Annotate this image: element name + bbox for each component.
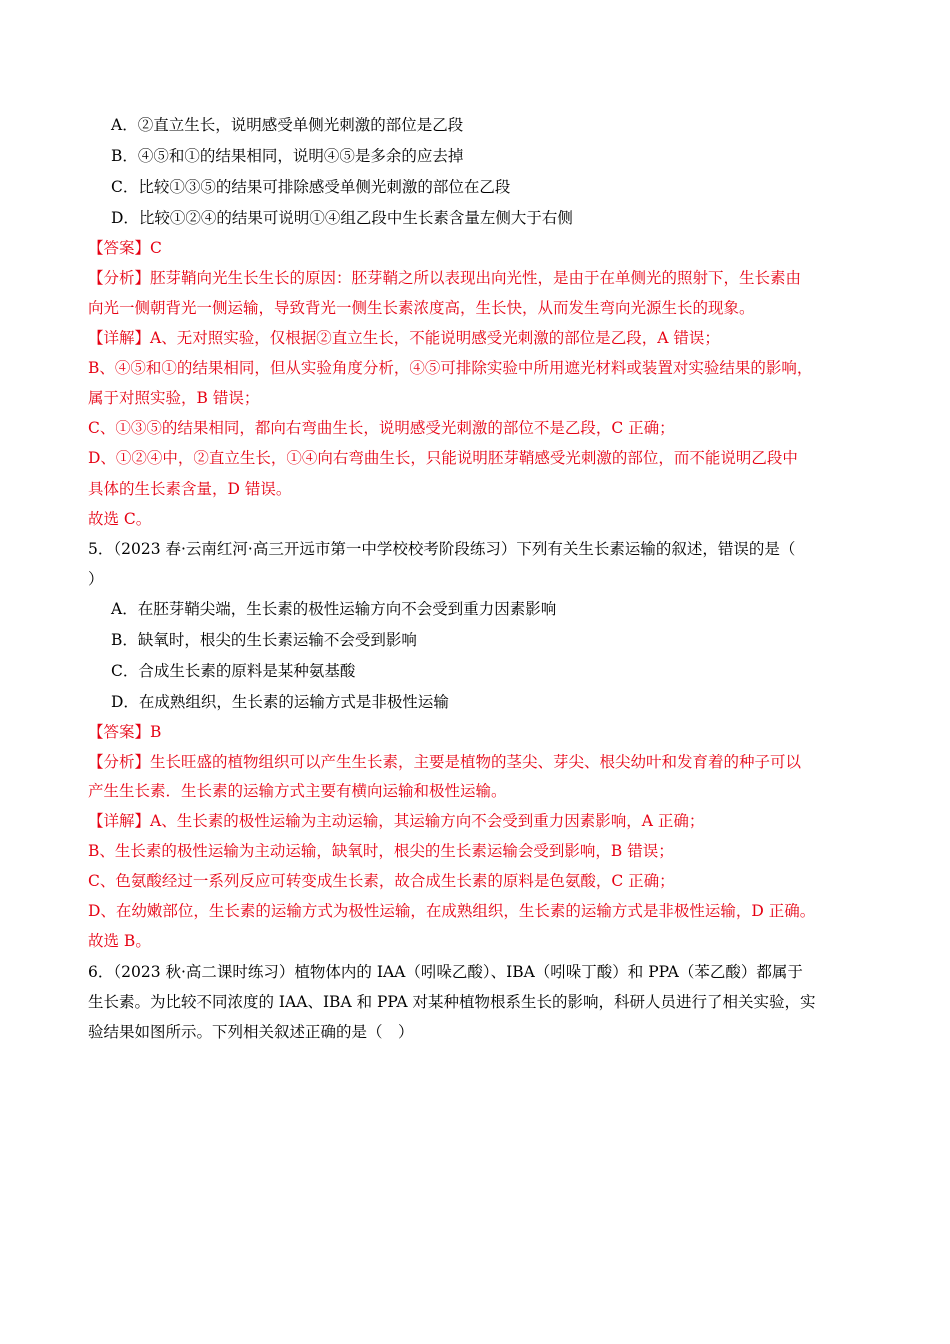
option-d: D．在成熟组织，生长素的运输方式是非极性运输 bbox=[111, 693, 449, 711]
detail-line: C、色氨酸经过一系列反应可转变成生长素，故合成生长素的原料是色氨酸，C 正确； bbox=[88, 872, 675, 890]
option-a: A．②直立生长，说明感受单侧光刺激的部位是乙段 bbox=[111, 116, 464, 134]
detail-line: C、①③⑤的结果相同，都向右弯曲生长，说明感受光刺激的部位不是乙段，C 正确； bbox=[88, 419, 675, 437]
option-b: B．缺氧时，根尖的生长素运输不会受到影响 bbox=[111, 631, 417, 649]
question-stem: 5．（2023 春·云南红河·高三开远市第一中学校校考阶段练习）下列有关生长素运输的叙述，错误的是（ bbox=[88, 540, 796, 558]
question-stem: 生长素。为比较不同浓度的 IAA、IBA 和 PPA 对某种植物根系生长的影响，科研人员进行了相关实验，实 bbox=[88, 993, 816, 1011]
option-d: D．比较①②④的结果可说明①④组乙段中生长素含量左侧大于右侧 bbox=[111, 209, 573, 227]
question-stem: ） bbox=[88, 570, 104, 588]
answer: 【答案】C bbox=[88, 239, 162, 257]
analysis-line: 【分析】胚芽鞘向光生长生长的原因：胚芽鞘之所以表现出向光性，是由于在单侧光的照射下，生长素由 bbox=[88, 269, 802, 287]
detail-line: 【详解】A、生长素的极性运输为主动运输，其运输方向不会受到重力因素影响，A 正确； bbox=[88, 812, 705, 830]
option-a: A．在胚芽鞘尖端，生长素的极性运输方向不会受到重力因素影响 bbox=[111, 600, 557, 618]
analysis-line: 【分析】生长旺盛的植物组织可以产生生长素，主要是植物的茎尖、芽尖、根尖幼叶和发育着的种子可以 bbox=[88, 753, 802, 771]
conclusion: 故选 B。 bbox=[88, 932, 151, 950]
detail-line: D、①②④中，②直立生长，①④向右弯曲生长，只能说明胚芽鞘感受光刺激的部位，而不能说明乙段中 bbox=[88, 449, 798, 467]
option-c: C．比较①③⑤的结果可排除感受单侧光刺激的部位在乙段 bbox=[111, 178, 511, 196]
detail-line: 具体的生长素含量，D 错误。 bbox=[88, 480, 292, 498]
option-c: C．合成生长素的原料是某种氨基酸 bbox=[111, 662, 356, 680]
analysis-line: 向光一侧朝背光一侧运输，导致背光一侧生长素浓度高，生长快，从而发生弯向光源生长的现象。 bbox=[88, 299, 755, 317]
question-stem: 验结果如图所示。下列相关叙述正确的是（ ） bbox=[88, 1023, 414, 1041]
detail-line: B、生长素的极性运输为主动运输，缺氧时，根尖的生长素运输会受到影响，B 错误； bbox=[88, 842, 674, 860]
question-stem: 6．（2023 秋·高二课时练习）植物体内的 IAA（吲哚乙酸）、IBA（吲哚丁酸）和 PPA（苯乙酸）都属于 bbox=[88, 963, 803, 981]
detail-line: 属于对照实验，B 错误； bbox=[88, 389, 260, 407]
answer: 【答案】B bbox=[88, 723, 162, 741]
option-b: B．④⑤和①的结果相同，说明④⑤是多余的应去掉 bbox=[111, 147, 464, 165]
detail-line: D、在幼嫩部位，生长素的运输方式为极性运输，在成熟组织，生长素的运输方式是非极性运输，D 正确。 bbox=[88, 902, 816, 920]
detail-line: 【详解】A、无对照实验，仅根据②直立生长，不能说明感受光刺激的部位是乙段，A 错误； bbox=[88, 329, 720, 347]
analysis-line: 产生生长素．生长素的运输方式主要有横向运输和极性运输。 bbox=[88, 782, 507, 800]
detail-line: B、④⑤和①的结果相同，但从实验角度分析，④⑤可排除实验中所用遮光材料或装置对实验结果的影响， bbox=[88, 359, 813, 377]
conclusion: 故选 C。 bbox=[88, 510, 152, 528]
